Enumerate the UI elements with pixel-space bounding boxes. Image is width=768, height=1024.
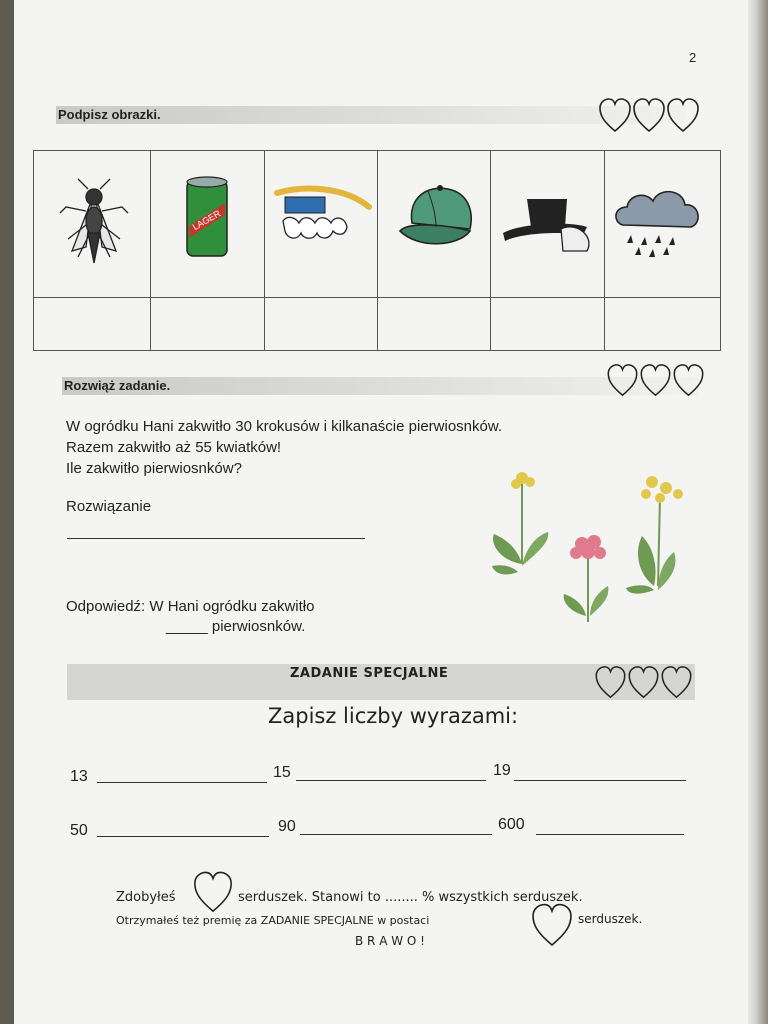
- footer-percentage-text: serduszek. Stanowi to ........ % wszystkich serduszek.: [238, 890, 583, 905]
- plastic-sleeve-edge: [748, 0, 768, 1024]
- hearts-score-1[interactable]: [598, 97, 700, 135]
- heart-icon[interactable]: [606, 363, 639, 399]
- footer-hearts-word: serduszek.: [578, 912, 643, 926]
- picture-cell-hat: [491, 151, 605, 298]
- cap-icon: [378, 151, 490, 292]
- solution-line[interactable]: [67, 538, 365, 539]
- picture-cell-rain: [605, 151, 721, 298]
- svg-text:LAGER: LAGER: [190, 208, 223, 233]
- special-task-title: ZADANIE SPECJALNE: [290, 666, 449, 681]
- number-label-600: 600: [498, 816, 525, 833]
- page-number: 2: [689, 50, 697, 65]
- picture-cell-fly: [34, 151, 151, 298]
- heart-icon[interactable]: [666, 97, 700, 135]
- heart-icon[interactable]: [672, 363, 705, 399]
- footer-bonus-text: Otrzymałeś też premię za ZADANIE SPECJALNE w postaci: [116, 914, 430, 927]
- picture-cell-can: [151, 151, 265, 298]
- special-task-instruction: Zapisz liczby wyrazami:: [268, 704, 519, 728]
- answer-line-50[interactable]: [97, 836, 269, 837]
- primrose-flowers-illustration: [478, 456, 698, 636]
- answer-line-19[interactable]: [514, 780, 686, 781]
- heart-icon[interactable]: [594, 665, 627, 701]
- picture-label-table: [33, 150, 721, 351]
- problem-line-3: Ile zakwitło pierwiosnków?: [66, 460, 242, 477]
- number-label-50: 50: [70, 822, 88, 839]
- flower-right: [626, 476, 683, 594]
- picture-cell-cap: [378, 151, 491, 298]
- number-label-15: 15: [273, 764, 291, 781]
- answer-line-2[interactable]: _____ pierwiosnków.: [166, 618, 306, 635]
- number-label-13: 13: [70, 768, 88, 785]
- answer-line-600[interactable]: [536, 834, 684, 835]
- footer-earned-label: Zdobyłeś: [116, 890, 176, 905]
- answer-line-13[interactable]: [97, 782, 267, 783]
- footer-bravo: B R A W O !: [355, 934, 425, 948]
- problem-line-1: W ogródku Hani zakwitło 30 krokusów i kilkanaście pierwiosnków.: [66, 418, 503, 435]
- flower-left: [492, 472, 548, 574]
- rain-cloud-icon: [605, 151, 720, 292]
- solution-label: Rozwiązanie: [66, 498, 152, 515]
- heart-icon[interactable]: [598, 97, 632, 135]
- answer-cell[interactable]: [605, 298, 721, 351]
- answer-cell[interactable]: [34, 298, 151, 351]
- answer-line-15[interactable]: [296, 780, 486, 781]
- number-label-19: 19: [493, 762, 511, 779]
- answer-cell[interactable]: [265, 298, 378, 351]
- problem-line-2: Razem zakwitło aż 55 kwiatków!: [66, 439, 282, 456]
- flower-middle: [564, 535, 609, 622]
- heart-icon[interactable]: [632, 97, 666, 135]
- fly-icon: [34, 151, 150, 292]
- answer-cell[interactable]: [491, 298, 605, 351]
- hearts-score-3[interactable]: [594, 665, 693, 701]
- answer-cell[interactable]: [378, 298, 491, 351]
- answer-line-90[interactable]: [300, 834, 492, 835]
- section-title-solve: Rozwiąż zadanie.: [64, 378, 171, 393]
- heart-icon[interactable]: [639, 363, 672, 399]
- number-label-90: 90: [278, 818, 296, 835]
- answer-line-1: Odpowiedź: W Hani ogródku zakwitło: [66, 598, 315, 615]
- heart-icon[interactable]: [526, 902, 578, 950]
- answer-cell[interactable]: [151, 298, 265, 351]
- picture-cell-toothbrush: [265, 151, 378, 298]
- heart-icon[interactable]: [188, 870, 238, 916]
- heart-icon[interactable]: [627, 665, 660, 701]
- section-title-label-pictures: Podpisz obrazki.: [58, 107, 161, 122]
- can-icon: [151, 151, 264, 292]
- toothbrush-icon: [265, 151, 377, 292]
- hearts-score-2[interactable]: [606, 363, 705, 399]
- hat-icon: [491, 151, 604, 292]
- heart-icon[interactable]: [660, 665, 693, 701]
